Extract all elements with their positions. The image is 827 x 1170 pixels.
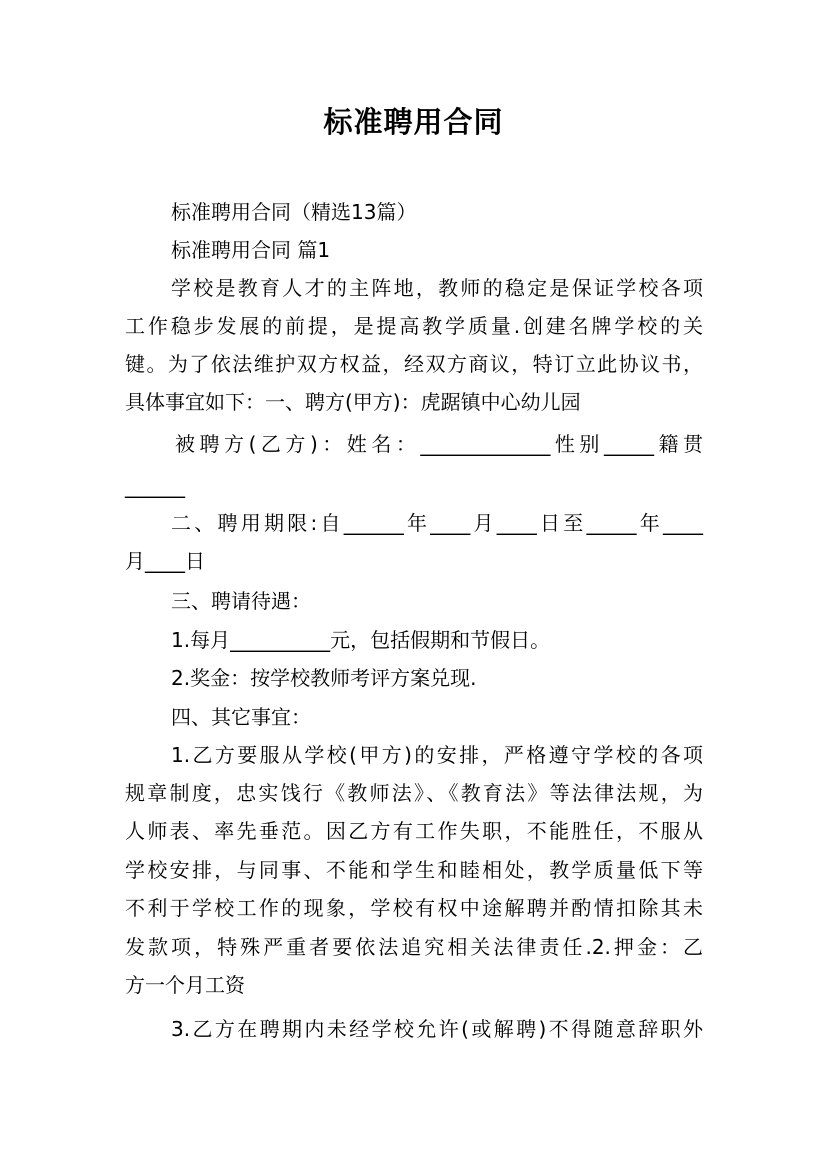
document-title: 标准聘用合同 (323, 105, 504, 139)
paragraph-line: 1.每月__________元，包括假期和节假日。 (171, 628, 551, 652)
paragraph-line: 学校安排，与同事、不能和学生和睦相处，教学质量低下等 (125, 858, 703, 882)
paragraph-line: 标准聘用合同（精选13篇） (171, 200, 417, 224)
paragraph-line: 被聘方(乙方)：姓名：_____________性别_____籍贯 (175, 432, 703, 456)
paragraph-line: 三、聘请待遇： (171, 589, 311, 613)
paragraph-line: 二、聘用期限:自______年____月____日至_____年____ (171, 511, 703, 535)
paragraph-line: 键。为了依法维护双方权益，经双方商议，特订立此协议书， (125, 352, 703, 376)
paragraph-line: 具体事宜如下：一、聘方(甲方)：虎踞镇中心幼儿园 (125, 390, 581, 414)
paragraph-line: 1.乙方要服从学校(甲方)的安排，严格遵守学校的各项 (171, 743, 703, 767)
paragraph-line: 规章制度，忠实饯行《教师法》、《教育法》等法律法规，为 (125, 781, 703, 805)
paragraph-line: 学校是教育人才的主阵地，教师的稳定是保证学校各项 (171, 276, 703, 300)
paragraph-line: ______ (125, 474, 185, 498)
paragraph-line: 不利于学校工作的现象，学校有权中途解聘并酌情扣除其未 (125, 896, 703, 920)
paragraph-line: 2.奖金：按学校教师考评方案兑现. (171, 666, 477, 690)
paragraph-line: 标准聘用合同 篇1 (171, 238, 331, 262)
paragraph-line: 3.乙方在聘期内未经学校允许(或解聘)不得随意辞职外 (171, 1017, 703, 1041)
paragraph-line: 人师表、率先垂范。因乙方有工作失职，不能胜任，不服从 (125, 819, 703, 843)
paragraph-line: 发款项，特殊严重者要依法追究相关法律责任.2.押金：乙 (125, 935, 703, 959)
paragraph-line: 工作稳步发展的前提，是提高教学质量.创建名牌学校的关 (125, 314, 703, 338)
paragraph-line: 月____日 (125, 549, 205, 573)
paragraph-line: 方一个月工资 (125, 973, 245, 997)
paragraph-line: 四、其它事宜： (171, 705, 311, 729)
